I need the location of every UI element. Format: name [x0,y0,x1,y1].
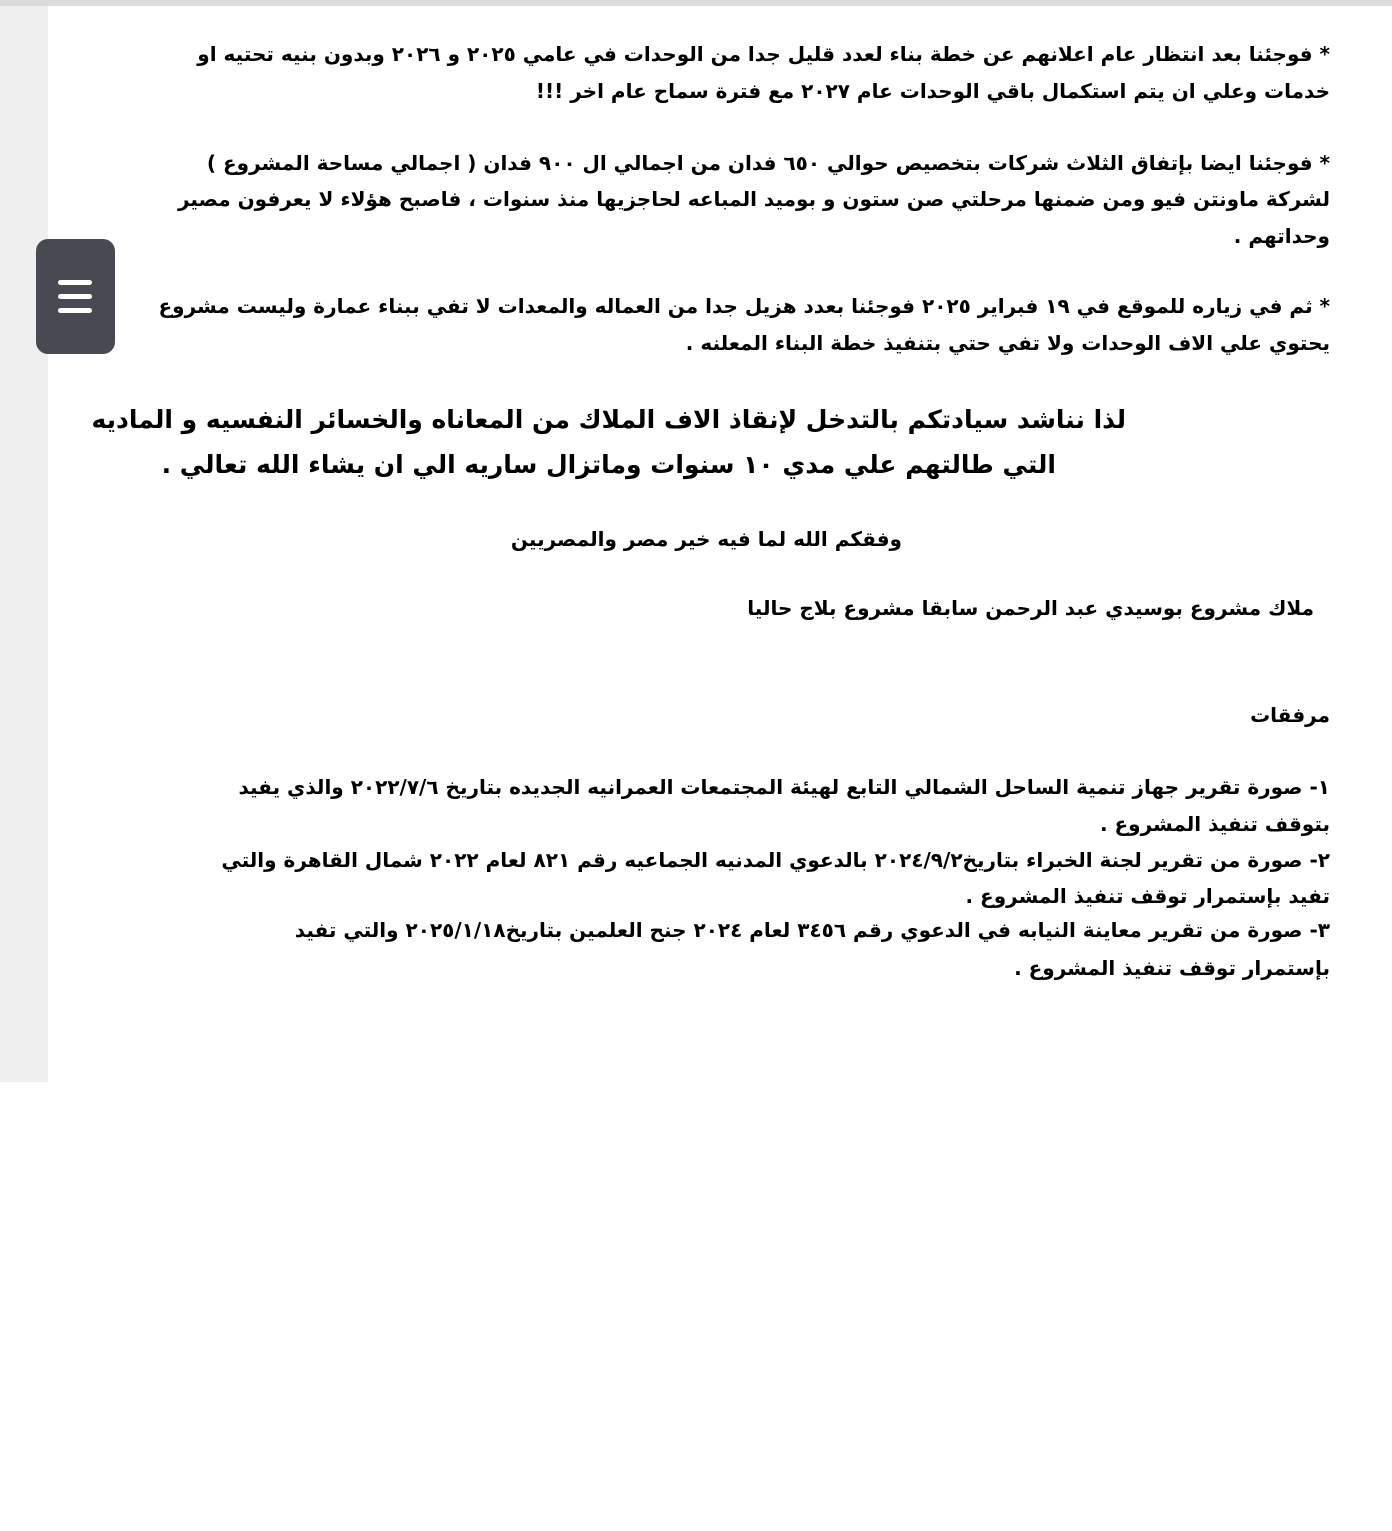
para1-line2: خدمات وعلي ان يتم استكمال باقي الوحدات عام ٢٠٢٧ مع فترة سماح عام اخر !!! [535,79,1330,103]
attachment-item: بتوقف تنفيذ المشروع . [1099,812,1330,836]
para2-line3: وحداتهم . [1233,224,1330,248]
attachments-title: مرفقات [1250,703,1330,727]
para1-line1: * فوجئنا بعد انتظار عام اعلانهم عن خطة بناء لعدد قليل جدا من الوحدات في عامي ٢٠٢٥ و ٢٠٢٦ وبدون بنيه تحتيه او [197,42,1330,66]
attachment-item: بإستمرار توقف تنفيذ المشروع . [1014,956,1330,980]
para3-line1: * ثم في زياره للموقع في ١٩ فبراير ٢٠٢٥ فوجئنا بعدد هزيل جدا من العماله والمعدات لا تفي ببناء عمارة وليست مشروع [158,294,1330,318]
para2-line2: لشركة ماونتن فيو ومن ضمنها مرحلتي صن ستون و بوميد المباعه لحاجزيها منذ سنوات ، فاصبح هؤلاء لا يعرفون مصير [177,187,1330,211]
attachment-item: تفيد بإستمرار توقف تنفيذ المشروع . [965,884,1330,908]
menu-button[interactable] [36,239,115,354]
para2-line1: * فوجئنا ايضا بإتفاق الثلاث شركات بتخصيص حوالي ٦٥٠ فدان من اجمالي ال ٩٠٠ فدان ( اجمالي مساحة المشروع ) [206,151,1330,175]
closing-line: وفقكم الله لما فيه خير مصر والمصريين [510,527,902,551]
para3-line2: يحتوي علي الاف الوحدات ولا تفي حتي بتنفيذ خطة البناء المعلنه . [685,331,1330,355]
attachment-item: ٢- صورة من تقرير لجنة الخبراء بتاريخ٢٠٢٤/٩/٢ بالدعوي المدنيه الجماعيه رقم ٨٢١ لعام ٢٠٢٢ شمال القاهرة والتي [221,848,1330,872]
attachment-item: ١- صورة تقرير جهاز تنمية الساحل الشمالي التابع لهيئة المجتمعات العمرانيه الجديده بتاريخ ٢٠٢٢/٧/٦ والذي يفيد [238,775,1330,799]
appeal-line1: لذا نناشد سيادتكم بالتدخل لإنقاذ الاف الملاك من المعاناه والخسائر النفسيه و الماديه [91,405,1126,434]
signature-line: ملاك مشروع بوسيدي عبد الرحمن سابقا مشروع بلاج حاليا [747,596,1314,620]
attachment-item: ٣- صورة من تقرير معاينة النيابه في الدعوي رقم ٣٤٥٦ لعام ٢٠٢٤ جنح العلمين بتاريخ٢٠٢٥/١/١٨ والتي تفيد [294,918,1330,942]
appeal-line2: التي طالتهم علي مدي ١٠ سنوات وماتزال ساريه الي ان يشاء الله تعالي . [161,450,1056,479]
